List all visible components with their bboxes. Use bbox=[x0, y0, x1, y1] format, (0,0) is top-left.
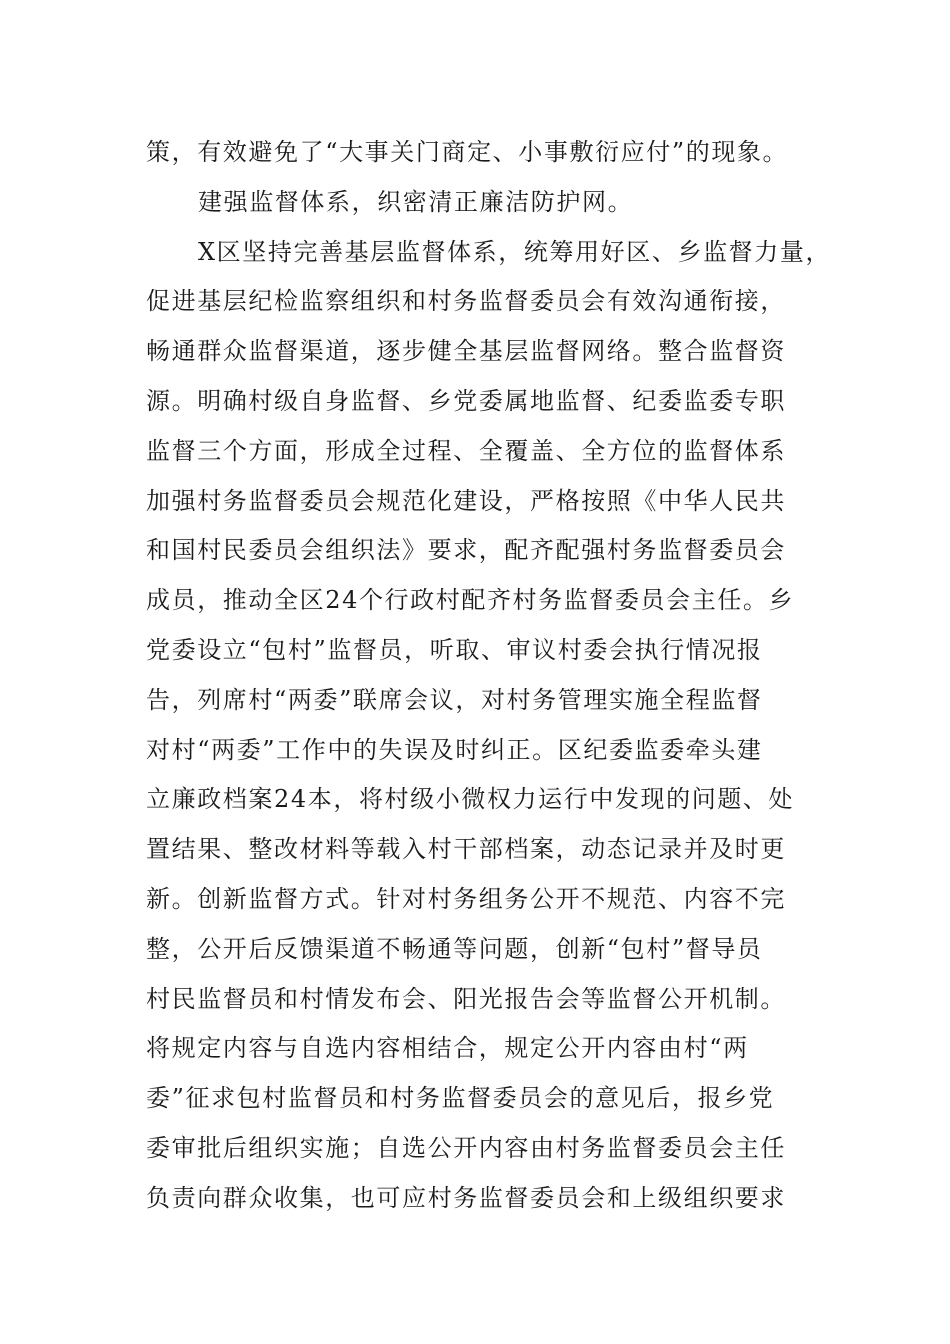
text-line: 党委设立“包村”监督员，听取、审议村委会执行情况报 bbox=[146, 635, 763, 664]
text-line: 策，有效避免了“大事关门商定、小事敷衍应付”的现象。 bbox=[146, 138, 789, 166]
text-line: 监督三个方面，形成全过程、全覆盖、全方位的监督体系 bbox=[146, 436, 786, 465]
text-line: 委审批后组织实施；自选公开内容由村务监督委员会主任 bbox=[146, 1133, 786, 1162]
text-line: 促进基层纪检监察组织和村务监督委员会有效沟通衔接， bbox=[146, 287, 786, 316]
text-line: 新。创新监督方式。针对村务组务公开不规范、内容不完 bbox=[146, 884, 786, 913]
text-line: 委”征求包村监督员和村务监督委员会的意见后，报乡党 bbox=[146, 1084, 775, 1113]
text-line: 和国村民委员会组织法》要求，配齐配强村务监督委员会 bbox=[146, 536, 786, 565]
text-line: 加强村务监督委员会规范化建设，严格按照《中华人民共 bbox=[146, 486, 786, 515]
text-line: 源。明确村级自身监督、乡党委属地监督、纪委监委专职 bbox=[146, 386, 786, 415]
text-line: 告，列席村“两委”联席会议，对村务管理实施全程监督 bbox=[146, 685, 763, 714]
text-line: 成员，推动全区24个行政村配齐村务监督委员会主任。乡 bbox=[146, 586, 795, 615]
text-line: 村民监督员和村情发布会、阳光报告会等监督公开机制。 bbox=[146, 984, 786, 1013]
text-line: 将规定内容与自选内容相结合，规定公开内容由村“两 bbox=[146, 1034, 749, 1063]
document-body bbox=[146, 128, 836, 1224]
text-line: 置结果、整改材料等载入村干部档案，动态记录并及时更 bbox=[146, 835, 786, 864]
text-line: 立廉政档案24本，将村级小微权力运行中发现的问题、处 bbox=[146, 785, 795, 814]
text-line: 畅通群众监督渠道，逐步健全基层监督网络。整合监督资 bbox=[146, 337, 786, 366]
section-heading: 建强监督体系，织密清正廉洁防护网。 bbox=[198, 187, 634, 216]
text-line: 负责向群众收集，也可应村务监督委员会和上级组织要求 bbox=[146, 1183, 786, 1212]
text-line: 整，公开后反馈渠道不畅通等问题，创新“包村”督导员 bbox=[146, 934, 763, 963]
text-line: 对村“两委”工作中的失误及时纠正。区纪委监委牵头建 bbox=[146, 735, 763, 764]
text-line: X区坚持完善基层监督体系，统筹用好区、乡监督力量， bbox=[198, 237, 832, 266]
